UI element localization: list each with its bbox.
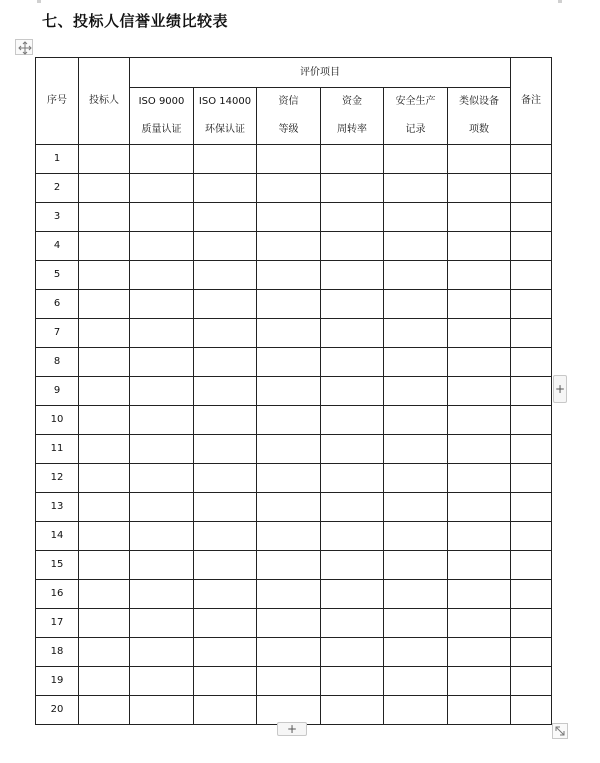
criterion-line-1: 资金 bbox=[342, 96, 362, 107]
table-cell[interactable] bbox=[79, 522, 130, 551]
criterion-line-1: ISO 9000 bbox=[138, 96, 185, 107]
table-cell[interactable] bbox=[321, 435, 384, 464]
table-cell[interactable] bbox=[321, 232, 384, 261]
table-cell[interactable] bbox=[448, 696, 511, 725]
table-cell[interactable] bbox=[79, 406, 130, 435]
table-cell[interactable] bbox=[194, 261, 257, 290]
table-cell[interactable] bbox=[321, 377, 384, 406]
table-cell[interactable] bbox=[130, 406, 194, 435]
table-cell[interactable] bbox=[194, 522, 257, 551]
table-cell[interactable] bbox=[130, 261, 194, 290]
table-cell[interactable] bbox=[321, 522, 384, 551]
table-cell[interactable] bbox=[384, 319, 448, 348]
table-cell[interactable] bbox=[130, 638, 194, 667]
table-cell[interactable] bbox=[194, 493, 257, 522]
table-cell[interactable] bbox=[321, 667, 384, 696]
table-cell[interactable] bbox=[448, 522, 511, 551]
table-cell[interactable] bbox=[257, 551, 321, 580]
row-number: 9 bbox=[36, 377, 79, 406]
table-cell[interactable] bbox=[448, 464, 511, 493]
row-number: 15 bbox=[36, 551, 79, 580]
move-arrows-icon bbox=[18, 41, 32, 55]
table-cell[interactable] bbox=[130, 145, 194, 174]
table-row bbox=[36, 464, 552, 493]
table-row bbox=[36, 638, 552, 667]
table-cell[interactable] bbox=[511, 435, 552, 464]
table-cell[interactable] bbox=[79, 145, 130, 174]
table-cell[interactable] bbox=[130, 580, 194, 609]
table-cell[interactable] bbox=[511, 522, 552, 551]
row-number: 11 bbox=[36, 435, 79, 464]
header-criterion bbox=[448, 88, 511, 145]
row-number: 13 bbox=[36, 493, 79, 522]
table-row bbox=[36, 203, 552, 232]
table-cell[interactable] bbox=[130, 377, 194, 406]
add-column-button[interactable]: + bbox=[553, 375, 567, 403]
header-criterion bbox=[257, 88, 321, 145]
table-cell[interactable] bbox=[130, 696, 194, 725]
table-cell[interactable] bbox=[79, 232, 130, 261]
table-cell[interactable] bbox=[130, 522, 194, 551]
header-remarks: 备注 bbox=[511, 58, 552, 145]
table-cell[interactable] bbox=[384, 580, 448, 609]
row-number: 17 bbox=[36, 609, 79, 638]
row-number: 5 bbox=[36, 261, 79, 290]
row-number: 14 bbox=[36, 522, 79, 551]
table-cell[interactable] bbox=[448, 348, 511, 377]
table-cell[interactable] bbox=[321, 464, 384, 493]
table-row bbox=[36, 261, 552, 290]
table-cell[interactable] bbox=[384, 609, 448, 638]
header-criterion bbox=[130, 88, 194, 145]
table-cell[interactable] bbox=[321, 638, 384, 667]
table-cell[interactable] bbox=[130, 609, 194, 638]
table-cell[interactable] bbox=[194, 696, 257, 725]
table-cell[interactable] bbox=[194, 174, 257, 203]
diagonal-resize-icon bbox=[554, 725, 566, 737]
table-cell[interactable] bbox=[194, 435, 257, 464]
table-row bbox=[36, 580, 552, 609]
table-cell[interactable] bbox=[79, 609, 130, 638]
table-cell[interactable] bbox=[79, 377, 130, 406]
header-evaluation-items: 评价项目 bbox=[130, 58, 511, 88]
table-cell[interactable] bbox=[511, 232, 552, 261]
row-number: 1 bbox=[36, 145, 79, 174]
table-move-handle[interactable] bbox=[15, 39, 33, 55]
table-cell[interactable] bbox=[130, 232, 194, 261]
row-number: 20 bbox=[36, 696, 79, 725]
table-cell[interactable] bbox=[257, 174, 321, 203]
page-top-edge bbox=[0, 0, 600, 3]
criterion-line-1: 类似设备 bbox=[459, 96, 500, 107]
table-cell[interactable] bbox=[321, 348, 384, 377]
table-cell[interactable] bbox=[321, 203, 384, 232]
row-number: 16 bbox=[36, 580, 79, 609]
table-cell[interactable] bbox=[511, 319, 552, 348]
table-cell[interactable] bbox=[257, 290, 321, 319]
table-row bbox=[36, 435, 552, 464]
table-row bbox=[36, 232, 552, 261]
table-cell[interactable] bbox=[257, 232, 321, 261]
row-number: 2 bbox=[36, 174, 79, 203]
criterion-line-1: 安全生产 bbox=[395, 96, 436, 107]
table-cell[interactable] bbox=[79, 261, 130, 290]
table-cell[interactable] bbox=[384, 522, 448, 551]
header-criterion bbox=[321, 88, 384, 145]
table-row bbox=[36, 493, 552, 522]
table-cell[interactable] bbox=[384, 493, 448, 522]
table-cell[interactable] bbox=[79, 348, 130, 377]
table-cell[interactable] bbox=[130, 435, 194, 464]
table-row bbox=[36, 290, 552, 319]
criterion-line-2: 等级 bbox=[278, 124, 299, 135]
table-cell[interactable] bbox=[79, 435, 130, 464]
table-cell[interactable] bbox=[448, 290, 511, 319]
table-cell[interactable] bbox=[194, 464, 257, 493]
table-cell[interactable] bbox=[511, 493, 552, 522]
criterion-line-2: 项数 bbox=[469, 124, 490, 135]
table-cell[interactable] bbox=[384, 406, 448, 435]
table-cell[interactable] bbox=[130, 174, 194, 203]
table-cell[interactable] bbox=[448, 203, 511, 232]
table-cell[interactable] bbox=[257, 522, 321, 551]
table-cell[interactable] bbox=[511, 174, 552, 203]
table-cell[interactable] bbox=[130, 464, 194, 493]
table-cell[interactable] bbox=[130, 290, 194, 319]
table-cell[interactable] bbox=[79, 638, 130, 667]
table-row bbox=[36, 696, 552, 725]
table-cell[interactable] bbox=[384, 638, 448, 667]
table-cell[interactable] bbox=[194, 377, 257, 406]
table-cell[interactable] bbox=[79, 493, 130, 522]
table-cell[interactable] bbox=[511, 145, 552, 174]
criterion-line-1: 资信 bbox=[278, 96, 299, 107]
table-row bbox=[36, 319, 552, 348]
row-number: 4 bbox=[36, 232, 79, 261]
table-row bbox=[36, 667, 552, 696]
header-criterion bbox=[384, 88, 448, 145]
row-number: 10 bbox=[36, 406, 79, 435]
table-cell[interactable] bbox=[321, 290, 384, 319]
table-cell[interactable] bbox=[511, 261, 552, 290]
table-cell[interactable] bbox=[511, 464, 552, 493]
row-number: 19 bbox=[36, 667, 79, 696]
row-number: 12 bbox=[36, 464, 79, 493]
header-criterion bbox=[194, 88, 257, 145]
table-cell[interactable] bbox=[511, 551, 552, 580]
table-cell[interactable] bbox=[194, 667, 257, 696]
table-cell[interactable] bbox=[257, 319, 321, 348]
table-cell[interactable] bbox=[257, 580, 321, 609]
table-cell[interactable] bbox=[321, 319, 384, 348]
table-row bbox=[36, 174, 552, 203]
table-cell[interactable] bbox=[79, 667, 130, 696]
row-number: 8 bbox=[36, 348, 79, 377]
table-cell[interactable] bbox=[130, 319, 194, 348]
table-cell[interactable] bbox=[257, 203, 321, 232]
table-cell[interactable] bbox=[321, 261, 384, 290]
criterion-line-2: 环保认证 bbox=[205, 124, 245, 135]
table-cell[interactable] bbox=[448, 232, 511, 261]
table-cell[interactable] bbox=[384, 377, 448, 406]
table-cell[interactable] bbox=[384, 435, 448, 464]
table-cell[interactable] bbox=[448, 580, 511, 609]
add-row-button[interactable]: + bbox=[277, 722, 307, 736]
table-cell[interactable] bbox=[384, 232, 448, 261]
table-cell[interactable] bbox=[257, 435, 321, 464]
table-row bbox=[36, 406, 552, 435]
table-cell[interactable] bbox=[448, 638, 511, 667]
table-cell[interactable] bbox=[321, 493, 384, 522]
table-cell[interactable] bbox=[194, 580, 257, 609]
table-cell[interactable] bbox=[384, 145, 448, 174]
table-cell[interactable] bbox=[448, 406, 511, 435]
table-cell[interactable] bbox=[384, 551, 448, 580]
table-cell[interactable] bbox=[194, 406, 257, 435]
table-cell[interactable] bbox=[130, 203, 194, 232]
table-cell[interactable] bbox=[257, 667, 321, 696]
table-cell[interactable] bbox=[194, 609, 257, 638]
table-cell[interactable] bbox=[321, 551, 384, 580]
table-cell[interactable] bbox=[448, 145, 511, 174]
table-cell[interactable] bbox=[448, 667, 511, 696]
table-cell[interactable] bbox=[257, 638, 321, 667]
table-cell[interactable] bbox=[384, 261, 448, 290]
table-cell[interactable] bbox=[511, 580, 552, 609]
table-cell[interactable] bbox=[194, 290, 257, 319]
row-number: 7 bbox=[36, 319, 79, 348]
table-cell[interactable] bbox=[257, 377, 321, 406]
header-bidder: 投标人 bbox=[79, 58, 130, 145]
table-cell[interactable] bbox=[511, 609, 552, 638]
row-number: 18 bbox=[36, 638, 79, 667]
table-cell[interactable] bbox=[448, 377, 511, 406]
criterion-line-2: 周转率 bbox=[337, 124, 367, 135]
table-cell[interactable] bbox=[384, 348, 448, 377]
table-cell[interactable] bbox=[257, 261, 321, 290]
row-number: 3 bbox=[36, 203, 79, 232]
table-row bbox=[36, 145, 552, 174]
table-cell[interactable] bbox=[511, 406, 552, 435]
table-cell[interactable] bbox=[448, 609, 511, 638]
table-cell[interactable] bbox=[257, 493, 321, 522]
table-cell[interactable] bbox=[321, 174, 384, 203]
table-cell[interactable] bbox=[194, 145, 257, 174]
table-cell[interactable] bbox=[511, 696, 552, 725]
table-cell[interactable] bbox=[384, 464, 448, 493]
table-cell[interactable] bbox=[384, 290, 448, 319]
table-cell[interactable] bbox=[321, 696, 384, 725]
table-cell[interactable] bbox=[257, 348, 321, 377]
table-cell[interactable] bbox=[79, 290, 130, 319]
table-cell[interactable] bbox=[511, 377, 552, 406]
table-cell[interactable] bbox=[194, 551, 257, 580]
table-cell[interactable] bbox=[321, 406, 384, 435]
table-cell[interactable] bbox=[130, 348, 194, 377]
table-cell[interactable] bbox=[79, 551, 130, 580]
section-heading: 七、投标人信誉业绩比较表 bbox=[42, 12, 229, 30]
table-row bbox=[36, 551, 552, 580]
table-cell[interactable] bbox=[321, 580, 384, 609]
table-cell[interactable] bbox=[194, 319, 257, 348]
table-cell[interactable] bbox=[511, 638, 552, 667]
header-seq: 序号 bbox=[36, 58, 79, 145]
table-cell[interactable] bbox=[257, 464, 321, 493]
table-row bbox=[36, 377, 552, 406]
bidder-reputation-table bbox=[35, 57, 552, 725]
table-cell[interactable] bbox=[194, 232, 257, 261]
table-cell[interactable] bbox=[79, 580, 130, 609]
criterion-line-2: 记录 bbox=[405, 124, 426, 135]
table-cell[interactable] bbox=[448, 435, 511, 464]
table-cell[interactable] bbox=[511, 348, 552, 377]
table-row bbox=[36, 522, 552, 551]
table-row bbox=[36, 609, 552, 638]
table-cell[interactable] bbox=[79, 203, 130, 232]
table-cell[interactable] bbox=[321, 145, 384, 174]
table-cell[interactable] bbox=[130, 551, 194, 580]
criterion-line-1: ISO 14000 bbox=[198, 96, 252, 107]
table-cell[interactable] bbox=[194, 638, 257, 667]
table-cell[interactable] bbox=[448, 551, 511, 580]
table-cell[interactable] bbox=[130, 667, 194, 696]
table-row bbox=[36, 348, 552, 377]
table-cell[interactable] bbox=[511, 290, 552, 319]
table-cell[interactable] bbox=[448, 319, 511, 348]
table-cell[interactable] bbox=[257, 609, 321, 638]
criterion-line-2: 质量认证 bbox=[141, 124, 182, 135]
table-cell[interactable] bbox=[448, 261, 511, 290]
table-cell[interactable] bbox=[257, 406, 321, 435]
table-cell[interactable] bbox=[511, 203, 552, 232]
table-cell[interactable] bbox=[448, 174, 511, 203]
table-cell[interactable] bbox=[79, 319, 130, 348]
table-cell[interactable] bbox=[194, 203, 257, 232]
table-cell[interactable] bbox=[448, 493, 511, 522]
table-cell[interactable] bbox=[321, 609, 384, 638]
table-cell[interactable] bbox=[79, 464, 130, 493]
table-cell[interactable] bbox=[79, 174, 130, 203]
table-cell[interactable] bbox=[130, 493, 194, 522]
table-cell[interactable] bbox=[511, 667, 552, 696]
table-cell[interactable] bbox=[384, 696, 448, 725]
table-resize-handle[interactable] bbox=[552, 723, 568, 739]
table-cell[interactable] bbox=[384, 203, 448, 232]
table-cell[interactable] bbox=[194, 348, 257, 377]
row-number: 6 bbox=[36, 290, 79, 319]
table-cell[interactable] bbox=[257, 696, 321, 725]
table-cell[interactable] bbox=[257, 145, 321, 174]
table-cell[interactable] bbox=[384, 174, 448, 203]
table-cell[interactable] bbox=[79, 696, 130, 725]
table-cell[interactable] bbox=[384, 667, 448, 696]
